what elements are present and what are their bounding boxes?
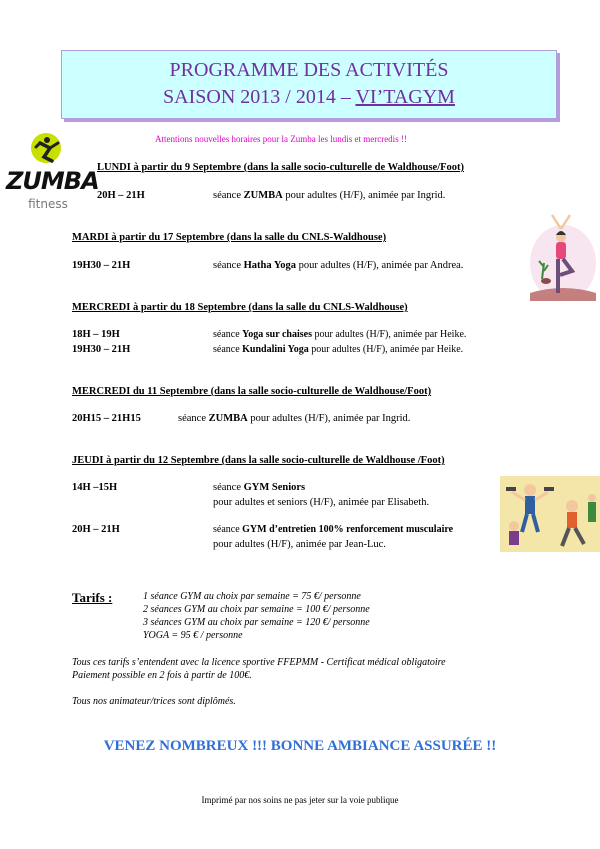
gym-people-icon — [500, 476, 600, 552]
tarif-item: YOGA = 95 € / personne — [143, 630, 243, 641]
license-note: Tous ces tarifs s’entendent avec la licence sportive FFEPMM - Certificat médical obligatoire — [72, 657, 446, 668]
tarifs-label: Tarifs : — [72, 590, 113, 605]
time-slot: 20H15 – 21H15 — [72, 413, 141, 424]
footer-note: Imprimé par nos soins ne pas jeter sur la voie publique — [201, 795, 399, 805]
logo-wordmark: ZUMBA — [6, 167, 99, 195]
activity-description: séance Yoga sur chaises pour adultes (H/F), animée par Heike. — [213, 329, 467, 340]
time-slot: 19H30 – 21H — [72, 344, 131, 355]
yoga-illustration — [528, 213, 598, 301]
season-label: SAISON 2013 / 2014 – — [163, 86, 356, 108]
logo-subtitle: fitness — [28, 197, 68, 211]
tarif-item: 3 séances GYM au choix par semaine = 120 €/ personne — [143, 617, 370, 628]
section-heading-mercredi-11: MERCREDI du 11 Septembre (dans la salle socio-culturelle de Waldhouse/Foot) — [72, 386, 432, 397]
yoga-woman-icon — [528, 213, 598, 301]
activity-description: séance Hatha Yoga pour adultes (H/F), animée par Andrea. — [213, 260, 464, 271]
tarif-item: 2 séances GYM au choix par semaine = 100 €/ personne — [143, 604, 370, 615]
activity-name: ZUMBA — [243, 190, 283, 201]
time-slot: 18H – 19H — [72, 329, 120, 340]
section-heading-mercredi-18: MERCREDI à partir du 18 Septembre (dans la salle du CNLS-Waldhouse) — [72, 302, 408, 313]
activity-description: séance ZUMBA pour adultes (H/F), animée par Ingrid. — [213, 190, 446, 201]
activity-description: séance Kundalini Yoga pour adultes (H/F), animée par Heike. — [213, 344, 464, 355]
time-slot: 20H – 21H — [97, 190, 145, 201]
activity-name: GYM Seniors — [243, 482, 306, 493]
tarif-item: 1 séance GYM au choix par semaine = 75 €/ personne — [143, 591, 361, 602]
activity-name: GYM d’entretien 100% renforcement musculaire — [242, 524, 454, 535]
time-slot: 19H30 – 21H — [72, 260, 131, 271]
page-title: PROGRAMME DES ACTIVITÉS — [169, 59, 449, 81]
section-heading-lundi: LUNDI à partir du 9 Septembre (dans la salle socio-culturelle de Waldhouse/Foot) — [97, 162, 465, 173]
activity-description: séance ZUMBA pour adultes (H/F), animée par Ingrid. — [178, 413, 411, 424]
title-box — [61, 50, 557, 119]
zumba-logo — [6, 131, 99, 217]
activity-audience: pour adultes (H/F), animée par Jean-Luc. — [213, 539, 386, 550]
activity-description: séance GYM Seniors — [213, 482, 306, 493]
activity-name: Hatha Yoga — [243, 260, 297, 271]
activity-name: Yoga sur chaises — [242, 329, 312, 340]
section-heading-mardi: MARDI à partir du 17 Septembre (dans la salle du CNLS-Waldhouse) — [72, 232, 387, 243]
time-slot: 14H –15H — [72, 482, 118, 493]
slogan: VENEZ NOMBREUX !!! BONNE AMBIANCE ASSURÉE !! — [103, 738, 497, 754]
activity-audience: pour adultes et seniors (H/F), animée par Elisabeth. — [213, 497, 430, 508]
brand-name: VI’TAGYM — [355, 86, 455, 108]
schedule-notice: Attentions nouvelles horaires pour la Zumba les lundis et mercredis !! — [155, 134, 407, 144]
activity-name: Kundalini Yoga — [242, 344, 309, 355]
payment-note: Paiement possible en 2 fois à partir de 100€. — [72, 670, 252, 681]
season-title — [62, 84, 556, 111]
time-slot: 20H – 21H — [72, 524, 120, 535]
gym-illustration — [500, 476, 600, 552]
section-heading-jeudi: JEUDI à partir du 12 Septembre (dans la salle socio-culturelle de Waldhouse /Foot) — [72, 455, 445, 466]
activity-name: ZUMBA — [208, 413, 248, 424]
activity-description: séance GYM d’entretien 100% renforcement musculaire — [213, 524, 454, 535]
instructors-note: Tous nos animateur/trices sont diplômés. — [72, 696, 236, 707]
